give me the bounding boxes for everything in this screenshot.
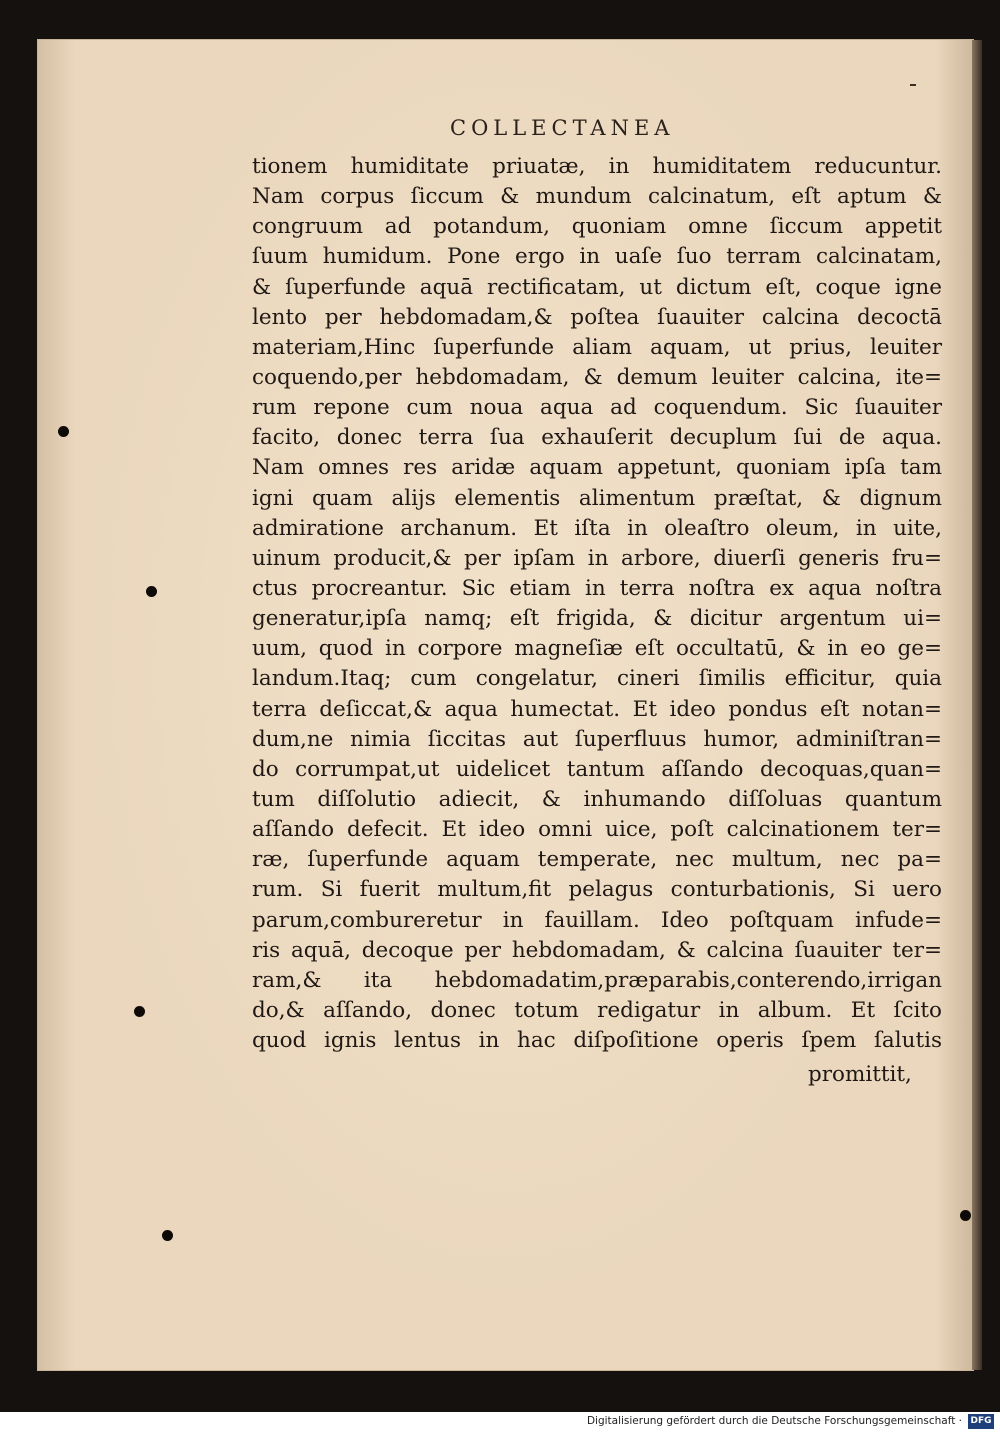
ink-dot [162, 1230, 173, 1241]
text-line: igni quam alijs elementis alimentum præſtat, & dignum [252, 485, 942, 511]
text-line: materiam,Hinc ſuperfunde aliam aquam, ut prius, leuiter [252, 334, 942, 360]
text-line: congruum ad potandum, quoniam omne ſiccum appetit [252, 214, 942, 240]
text-line: aſſando defecit. Et ideo omni uice, poſt calcinationem ter= [252, 817, 942, 843]
body-text [252, 152, 942, 1056]
text-line: ſuum humidum. Pone ergo in uaſe ſuo terram calcinatam, [252, 244, 942, 270]
text-line: & ſuperfunde aquā rectificatam, ut dictum eſt, coque igne [252, 274, 942, 300]
text-line: uum, quod in corpore magneſiæ eſt occultatū, & in eo ge= [252, 636, 942, 662]
text-line: tionem humiditate priuatæ, in humiditatem reducuntur. [252, 154, 942, 179]
footer-credit: Digitalisierung gefördert durch die Deutsche Forschungsgemeinschaft · [586, 1415, 962, 1427]
text-line: admiratione archanum. Et iſta in oleaſtro oleum, in uite, [252, 515, 942, 541]
text-line: dum,ne nimia ſiccitas aut ſuperfluus humor, adminiſtran= [252, 726, 942, 752]
dfg-logo-icon: DFG [968, 1414, 994, 1429]
text-line: rum repone cum noua aqua ad coquendum. Sic ſuauiter [252, 395, 942, 421]
text-line: Nam omnes res aridæ aquam appetunt, quoniam ipſa tam [252, 455, 942, 481]
text-line: ctus procreantur. Sic etiam in terra noſtra ex aqua noſtra [252, 575, 942, 601]
text-line: landum.Itaq; cum congelatur, cineri ſimilis efficitur, quia [252, 666, 942, 692]
text-line: do corrumpat,ut uidelicet tantum aſſando decoquas,quan= [252, 756, 942, 782]
text-line: rum. Si fuerit multum,fit pelagus conturbationis, Si uero [252, 877, 942, 903]
catchword: promittit, [808, 1062, 912, 1087]
text-line: coquendo,per hebdomadam, & demum leuiter calcina, ite= [252, 364, 942, 390]
text-line: tum diſſolutio adiecit, & inhumando diſſoluas quantum [252, 786, 942, 812]
page-corner-mark [910, 84, 916, 86]
text-line: quod ignis lentus in hac diſpoſitione operis ſpem ſalutis [252, 1028, 942, 1054]
text-line: generatur,ipſa namq; eſt frigida, & dicitur argentum ui= [252, 606, 942, 632]
ink-dot [146, 586, 157, 597]
text-line: parum,combureretur in fauillam. Ideo poſtquam infude= [252, 907, 942, 933]
ink-dot [134, 1006, 145, 1017]
text-line: do,& aſſando, donec totum redigatur in album. Et ſcito [252, 997, 942, 1023]
text-line: ris aquā, decoque per hebdomadam, & calcina ſuauiter ter= [252, 937, 942, 963]
text-line: ram,& ita hebdomadatim,præparabis,conterendo,irrigan [252, 967, 942, 993]
text-line: lento per hebdomadam,& poſtea ſuauiter calcina decoctā [252, 304, 942, 330]
text-line: facito, donec terra ſua exhauſerit decuplum ſui de aqua. [252, 425, 942, 451]
text-line: Nam corpus ſiccum & mundum calcinatum, eſt aptum & [252, 184, 942, 210]
running-head: COLLECTANEA [450, 116, 675, 140]
page-edge [972, 40, 982, 1370]
text-line: terra deſiccat,& aqua humectat. Et ideo pondus eſt notan= [252, 696, 942, 722]
ink-dot [960, 1210, 971, 1221]
ink-dot [58, 426, 69, 437]
text-line: uinum producit,& per ipſam in arbore, diuerſi generis fru= [252, 545, 942, 571]
text-line: ræ, ſuperfunde aquam temperate, nec multum, nec pa= [252, 847, 942, 873]
